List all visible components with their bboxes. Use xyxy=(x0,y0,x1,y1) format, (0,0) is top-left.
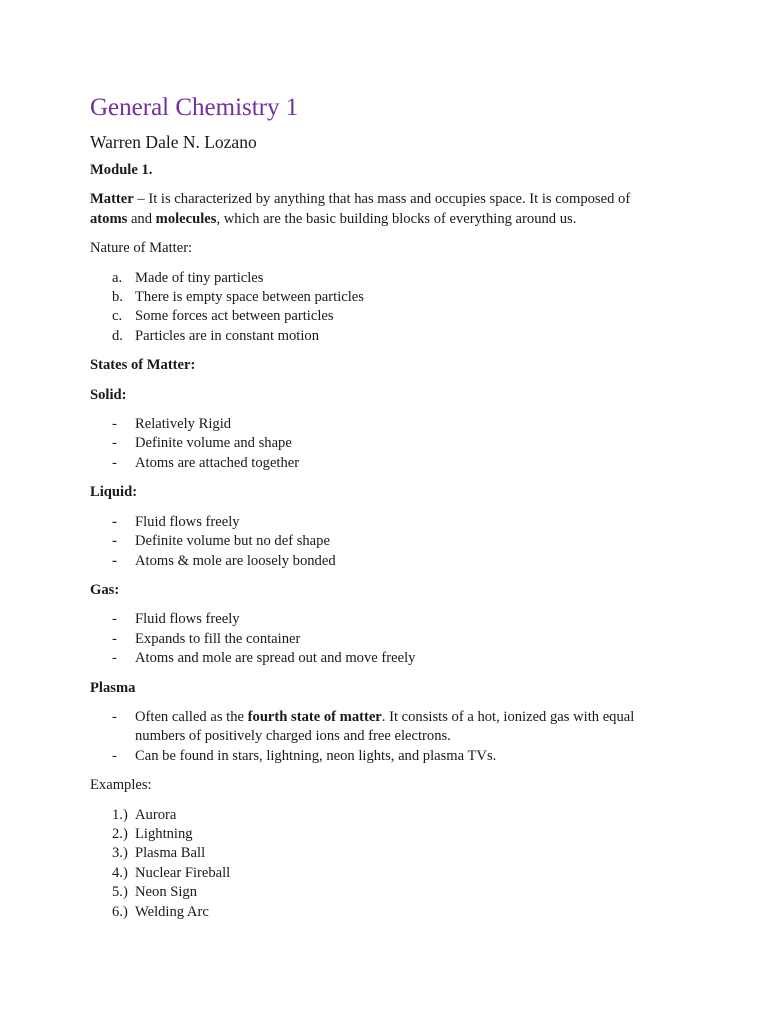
list-item xyxy=(90,630,670,649)
plasma-list xyxy=(90,708,670,766)
list-item-text: Welding Arc xyxy=(135,903,209,920)
list-marker: - xyxy=(112,416,117,433)
list-item-text: Neon Sign xyxy=(135,884,198,901)
solid-heading: Solid: xyxy=(90,386,127,403)
liquid-list xyxy=(90,513,670,571)
document-title: General Chemistry 1 xyxy=(90,94,299,121)
list-item xyxy=(90,513,670,532)
list-item-text: Atoms & mole are loosely bonded xyxy=(135,552,336,569)
list-item-text: Plasma Ball xyxy=(135,845,206,862)
list-item xyxy=(90,747,670,766)
list-item xyxy=(90,708,670,747)
list-item-text: Fluid flows freely xyxy=(135,611,240,628)
list-item xyxy=(90,649,670,668)
plasma-item1-pre: Often called as the xyxy=(135,708,248,725)
list-item-text: Some forces act between particles xyxy=(135,308,334,325)
fourth-state-term: fourth state of matter xyxy=(247,708,382,725)
list-item-text: Atoms are attached together xyxy=(135,454,300,471)
list-marker: - xyxy=(112,552,117,569)
and-text: and xyxy=(127,210,156,227)
list-item-text: Made of tiny particles xyxy=(135,269,264,286)
list-marker: a. xyxy=(112,269,123,286)
list-marker: - xyxy=(112,611,117,628)
list-marker: - xyxy=(112,533,117,550)
list-item-text: Lightning xyxy=(135,825,193,842)
list-item-text: Definite volume but no def shape xyxy=(135,533,330,550)
examples-list xyxy=(90,806,670,922)
module-heading: Module 1. xyxy=(90,162,153,178)
list-item xyxy=(90,288,670,307)
list-item-text: Definite volume and shape xyxy=(135,435,292,452)
list-item xyxy=(90,825,670,844)
list-item xyxy=(90,610,670,629)
matter-definition xyxy=(90,190,670,229)
gas-heading: Gas: xyxy=(90,581,120,598)
list-marker: 5.) xyxy=(112,884,128,901)
list-item-text: Relatively Rigid xyxy=(135,416,232,433)
list-marker: 2.) xyxy=(112,825,128,842)
list-item-text: Nuclear Fireball xyxy=(135,864,231,881)
nature-list xyxy=(90,269,670,347)
list-item xyxy=(90,415,670,434)
list-item xyxy=(90,844,670,863)
list-item xyxy=(90,327,670,346)
list-marker: - xyxy=(112,454,117,471)
list-item-text: Fluid flows freely xyxy=(135,513,240,530)
list-item-text: Can be found in stars, lightning, neon lights, and plasma TVs. xyxy=(135,747,497,764)
list-marker: - xyxy=(112,630,117,647)
list-item-text: There is empty space between particles xyxy=(135,289,364,306)
matter-def-text-1: – It is characterized by anything that has mass and occupies space. It is composed of xyxy=(133,191,631,208)
matter-def-text-2: , which are the basic building blocks of everything around us. xyxy=(216,210,577,227)
list-marker: d. xyxy=(112,327,123,344)
matter-term: Matter xyxy=(90,191,134,208)
list-item-text: Aurora xyxy=(135,806,177,823)
plasma-heading: Plasma xyxy=(90,679,136,696)
gas-list xyxy=(90,610,670,668)
list-item xyxy=(90,552,670,571)
list-item xyxy=(90,806,670,825)
list-marker: 1.) xyxy=(112,806,128,823)
list-marker: c. xyxy=(112,308,123,325)
liquid-heading: Liquid: xyxy=(90,484,138,501)
list-marker: - xyxy=(112,435,117,452)
list-item-text: Particles are in constant motion xyxy=(135,327,319,344)
document-page xyxy=(90,92,670,932)
list-item xyxy=(90,864,670,883)
list-item xyxy=(90,532,670,551)
list-marker: 6.) xyxy=(112,903,128,920)
plasma-item1-post: . It consists of a hot, ionized gas with equal numbers of positively charged ions and free electrons. xyxy=(135,708,635,745)
list-item xyxy=(90,307,670,326)
document-author: Warren Dale N. Lozano xyxy=(90,132,257,152)
list-item xyxy=(90,903,670,922)
list-item-text: Expands to fill the container xyxy=(135,630,301,647)
list-marker: - xyxy=(112,513,117,530)
solid-list xyxy=(90,415,670,473)
atoms-term: atoms xyxy=(90,210,128,227)
states-heading: States of Matter: xyxy=(90,357,196,374)
list-item xyxy=(90,883,670,902)
list-marker: - xyxy=(112,708,117,725)
list-item xyxy=(90,434,670,453)
list-item xyxy=(90,454,670,473)
list-marker: 3.) xyxy=(112,845,128,862)
list-item xyxy=(90,269,670,288)
list-item-text: Atoms and mole are spread out and move freely xyxy=(135,650,416,667)
list-marker: - xyxy=(112,747,117,764)
nature-heading: Nature of Matter: xyxy=(90,240,193,257)
list-marker: - xyxy=(112,650,117,667)
molecules-term: molecules xyxy=(155,210,217,227)
list-marker: 4.) xyxy=(112,864,128,881)
list-marker: b. xyxy=(112,289,123,306)
examples-heading: Examples: xyxy=(90,777,152,794)
